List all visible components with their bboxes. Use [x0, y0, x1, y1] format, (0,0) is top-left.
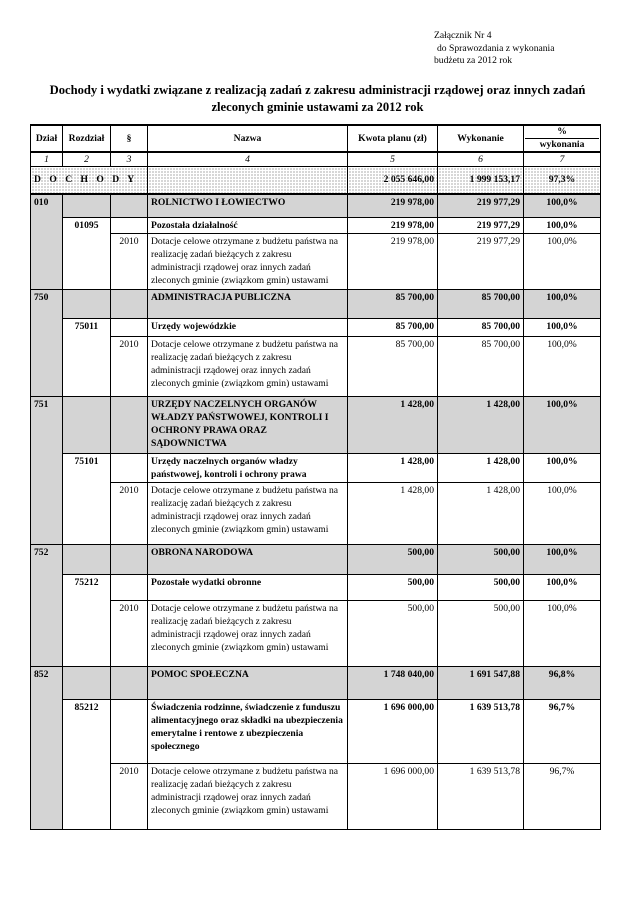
dzial-pct: 100,0% [524, 545, 601, 575]
dochody-name [148, 167, 348, 194]
rozdzial-pct: 100,0% [524, 319, 601, 337]
rozdzial-code: 75101 [63, 454, 111, 483]
index-row [31, 152, 601, 167]
header-paragraf: § [111, 125, 148, 152]
paragraf-pct: 100,0% [524, 601, 601, 667]
header-wykonanie: Wykonanie [438, 125, 524, 152]
rozdzial-code: 75212 [63, 575, 111, 601]
rozdzial-code: 01095 [63, 218, 111, 234]
paragraf-pct: 96,7% [524, 764, 601, 830]
paragraf-name: Dotacje celowe otrzymane z budżetu państwa na realizację zadań bieżących z zakresu administracji rządowej oraz innych zadań zleconych gminie (związkom gmin) ustawami [148, 234, 348, 290]
paragraf-wyk: 1 428,00 [438, 483, 524, 545]
dochody-wyk: 1 999 153,17 [438, 167, 524, 194]
paragraf-wyk: 85 700,00 [438, 337, 524, 397]
dzial-code: 751 [31, 397, 63, 454]
header-plan: Kwota planu (zł) [348, 125, 438, 152]
dzial-wyk: 500,00 [438, 545, 524, 575]
header-nazwa: Nazwa [148, 125, 348, 152]
rozdzial-wyk: 85 700,00 [438, 319, 524, 337]
rozdzial-empty-paragraf [111, 575, 148, 601]
dzial-pct: 100,0% [524, 397, 601, 454]
paragraf-plan: 1 696 000,00 [348, 764, 438, 830]
rozdzial-row [31, 575, 601, 601]
paragraf-wyk: 500,00 [438, 601, 524, 667]
dzial-wyk: 219 977,29 [438, 194, 524, 218]
header-pct [524, 125, 601, 152]
dzial-empty-rozdzial [63, 397, 111, 454]
paragraf-row [31, 337, 601, 397]
rozdzial-continuation [63, 764, 111, 830]
rozdzial-name: Urzędy naczelnych organów władzy państwowej, kontroli i ochrony prawa [148, 454, 348, 483]
rozdzial-continuation [63, 337, 111, 397]
dzial-continuation [31, 483, 63, 545]
dzial-empty-paragraf [111, 397, 148, 454]
index-cell: 7 [524, 152, 601, 167]
paragraf-code: 2010 [111, 483, 148, 545]
dzial-continuation [31, 601, 63, 667]
rozdzial-plan: 219 978,00 [348, 218, 438, 234]
paragraf-code: 2010 [111, 601, 148, 667]
rozdzial-pct: 100,0% [524, 454, 601, 483]
paragraf-plan: 500,00 [348, 601, 438, 667]
rozdzial-name: Świadczenia rodzinne, świadczenie z funduszu alimentacyjnego oraz składki na ubezpieczenia emerytalne i rentowe z ubezpieczenia społecznego [148, 700, 348, 764]
index-cell: 2 [63, 152, 111, 167]
dzial-row [31, 194, 601, 218]
index-cell: 1 [31, 152, 63, 167]
paragraf-name: Dotacje celowe otrzymane z budżetu państwa na realizację zadań bieżących z zakresu administracji rządowej oraz innych zadań zleconych gminie (związkom gmin) ustawami [148, 483, 348, 545]
header-row [31, 125, 601, 152]
paragraf-name: Dotacje celowe otrzymane z budżetu państwa na realizację zadań bieżących z zakresu administracji rządowej oraz innych zadań zleconych gminie (związkom gmin) ustawami [148, 601, 348, 667]
dzial-empty-paragraf [111, 667, 148, 700]
dzial-empty-rozdzial [63, 194, 111, 218]
dzial-row [31, 667, 601, 700]
rozdzial-empty-paragraf [111, 218, 148, 234]
dzial-continuation [31, 764, 63, 830]
paragraf-name: Dotacje celowe otrzymane z budżetu państwa na realizację zadań bieżących z zakresu administracji rządowej oraz innych zadań zleconych gminie (związkom gmin) ustawami [148, 764, 348, 830]
dzial-name: POMOC SPOŁECZNA [148, 667, 348, 700]
dochody-pct: 97,3% [524, 167, 601, 194]
rozdzial-continuation [63, 234, 111, 290]
rozdzial-empty-paragraf [111, 700, 148, 764]
paragraf-plan: 219 978,00 [348, 234, 438, 290]
dzial-empty-paragraf [111, 194, 148, 218]
title-line-2: zleconych gminie ustawami za 2012 rok [211, 100, 424, 114]
rozdzial-code: 85212 [63, 700, 111, 764]
dzial-plan: 1 748 040,00 [348, 667, 438, 700]
dzial-code: 852 [31, 667, 63, 700]
page-title [30, 82, 605, 116]
dochody-label: D O C H O D Y [31, 167, 148, 194]
rozdzial-pct: 96,7% [524, 700, 601, 764]
dzial-name: OBRONA NARODOWA [148, 545, 348, 575]
rozdzial-continuation [63, 483, 111, 545]
dzial-wyk: 1 428,00 [438, 397, 524, 454]
rozdzial-plan: 1 696 000,00 [348, 700, 438, 764]
rozdzial-wyk: 1 428,00 [438, 454, 524, 483]
paragraf-pct: 100,0% [524, 337, 601, 397]
dzial-continuation [31, 454, 63, 483]
rozdzial-empty-paragraf [111, 454, 148, 483]
dzial-empty-rozdzial [63, 667, 111, 700]
dzial-empty-paragraf [111, 290, 148, 319]
index-cell: 6 [438, 152, 524, 167]
paragraf-code: 2010 [111, 764, 148, 830]
rozdzial-wyk: 219 977,29 [438, 218, 524, 234]
attachment-line-3: budżetu za 2012 rok [434, 55, 513, 66]
dzial-empty-rozdzial [63, 545, 111, 575]
dzial-continuation [31, 319, 63, 337]
rozdzial-wyk: 1 639 513,78 [438, 700, 524, 764]
rozdzial-plan: 1 428,00 [348, 454, 438, 483]
dzial-continuation [31, 700, 63, 764]
dzial-code: 010 [31, 194, 63, 218]
paragraf-code: 2010 [111, 337, 148, 397]
paragraf-pct: 100,0% [524, 483, 601, 545]
rozdzial-empty-paragraf [111, 319, 148, 337]
header-pct-line1: % [557, 126, 567, 137]
paragraf-wyk: 1 639 513,78 [438, 764, 524, 830]
paragraf-row [31, 234, 601, 290]
dzial-empty-paragraf [111, 545, 148, 575]
attachment-note [434, 30, 555, 68]
dzial-row [31, 397, 601, 454]
paragraf-name: Dotacje celowe otrzymane z budżetu państwa na realizację zadań bieżących z zakresu administracji rządowej oraz innych zadań zleconych gminie (związkom gmin) ustawami [148, 337, 348, 397]
dochody-row [31, 167, 601, 194]
rozdzial-plan: 85 700,00 [348, 319, 438, 337]
dzial-plan: 1 428,00 [348, 397, 438, 454]
rozdzial-wyk: 500,00 [438, 575, 524, 601]
dzial-continuation [31, 575, 63, 601]
dzial-plan: 85 700,00 [348, 290, 438, 319]
rozdzial-name: Pozostała działalność [148, 218, 348, 234]
paragraf-row [31, 764, 601, 830]
dzial-code: 752 [31, 545, 63, 575]
dzial-name: ADMINISTRACJA PUBLICZNA [148, 290, 348, 319]
index-cell: 5 [348, 152, 438, 167]
dzial-plan: 219 978,00 [348, 194, 438, 218]
header-rozdzial: Rozdział [63, 125, 111, 152]
paragraf-row [31, 601, 601, 667]
dzial-row [31, 545, 601, 575]
rozdzial-plan: 500,00 [348, 575, 438, 601]
dochody-plan: 2 055 646,00 [348, 167, 438, 194]
rozdzial-row [31, 319, 601, 337]
dzial-name: URZĘDY NACZELNYCH ORGANÓW WŁADZY PAŃSTWOWEJ, KONTROLI I OCHRONY PRAWA ORAZ SĄDOWNICTWA [148, 397, 348, 454]
dzial-pct: 100,0% [524, 290, 601, 319]
index-cell: 3 [111, 152, 148, 167]
rozdzial-pct: 100,0% [524, 218, 601, 234]
dzial-empty-rozdzial [63, 290, 111, 319]
index-cell: 4 [148, 152, 348, 167]
dzial-plan: 500,00 [348, 545, 438, 575]
dzial-code: 750 [31, 290, 63, 319]
budget-table [30, 124, 601, 830]
paragraf-pct: 100,0% [524, 234, 601, 290]
paragraf-plan: 1 428,00 [348, 483, 438, 545]
attachment-line-2: do Sprawozdania z wykonania [437, 42, 555, 54]
rozdzial-code: 75011 [63, 319, 111, 337]
rozdzial-name: Urzędy wojewódzkie [148, 319, 348, 337]
dzial-pct: 100,0% [524, 194, 601, 218]
rozdzial-row [31, 700, 601, 764]
paragraf-wyk: 219 977,29 [438, 234, 524, 290]
paragraf-code: 2010 [111, 234, 148, 290]
attachment-line-1: Załącznik Nr 4 [434, 30, 492, 41]
paragraf-row [31, 483, 601, 545]
dzial-pct: 96,8% [524, 667, 601, 700]
dzial-row [31, 290, 601, 319]
dzial-wyk: 85 700,00 [438, 290, 524, 319]
dzial-wyk: 1 691 547,88 [438, 667, 524, 700]
rozdzial-name: Pozostałe wydatki obronne [148, 575, 348, 601]
dzial-continuation [31, 337, 63, 397]
dzial-continuation [31, 218, 63, 234]
dzial-continuation [31, 234, 63, 290]
header-dzial: Dział [31, 125, 63, 152]
title-line-1: Dochody i wydatki związane z realizacją zadań z zakresu administracji rządowej oraz innych zadań [49, 83, 586, 97]
paragraf-plan: 85 700,00 [348, 337, 438, 397]
dzial-name: ROLNICTWO I ŁOWIECTWO [148, 194, 348, 218]
header-pct-line2: wykonania [525, 138, 599, 151]
rozdzial-row [31, 218, 601, 234]
rozdzial-row [31, 454, 601, 483]
rozdzial-continuation [63, 601, 111, 667]
rozdzial-pct: 100,0% [524, 575, 601, 601]
